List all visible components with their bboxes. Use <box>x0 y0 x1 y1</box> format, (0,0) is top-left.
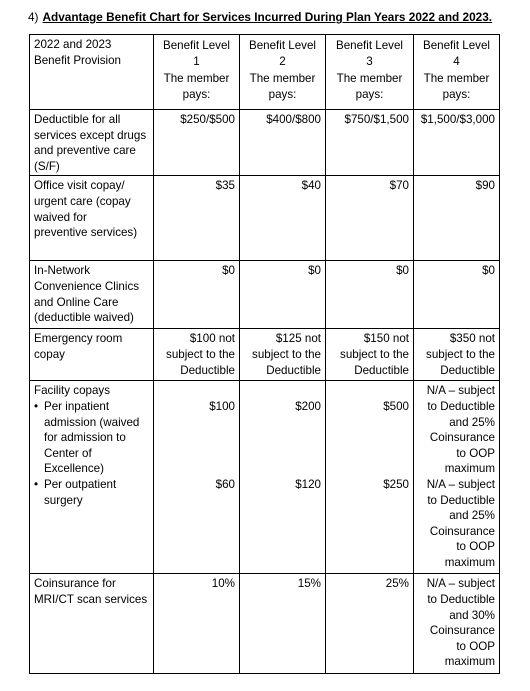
label-line: for admission to <box>44 431 126 445</box>
convenience-level-4: $0 <box>414 261 500 329</box>
label-line: (S/F) <box>34 159 60 173</box>
level-number: 1 <box>193 54 200 68</box>
facility-level-3 <box>326 381 414 574</box>
benefit-chart-table <box>29 34 500 674</box>
value-line: Deductible <box>180 363 235 377</box>
row-label-facility-copays <box>30 381 154 574</box>
label-line: and Online Care <box>34 295 119 309</box>
label-line: Emergency room <box>34 332 123 346</box>
level-number: 3 <box>366 54 373 68</box>
value-line: and 30% <box>449 608 495 622</box>
value-line: subject to the <box>252 347 321 361</box>
label-line: Deductible for all <box>34 113 121 126</box>
value-line: Coinsurance <box>429 624 495 638</box>
emergency-level-3 <box>326 329 414 381</box>
provision-header-line: 2022 and 2023 <box>34 38 112 51</box>
table-row-deductible <box>30 110 500 176</box>
level-label: Benefit Level <box>248 39 317 52</box>
level-label: Benefit Level <box>162 39 231 52</box>
member-pays-line: The member <box>336 72 403 86</box>
label-line: Per outpatient <box>44 477 117 491</box>
table-row-emergency-room <box>30 329 500 381</box>
emergency-level-1 <box>154 329 240 381</box>
coinsurance-level-1: 10% <box>154 574 240 674</box>
level-2-header <box>240 35 326 110</box>
provision-header-cell <box>30 35 154 110</box>
deductible-level-2: $400/$800 <box>240 110 326 176</box>
value-line: and 25% <box>449 415 495 429</box>
label-line: preventive services) <box>34 226 138 240</box>
table-header-row <box>30 35 500 110</box>
member-pays-line: pays: <box>268 87 297 101</box>
value-line: maximum <box>444 655 495 669</box>
label-line: Excellence) <box>44 462 104 476</box>
value-line: $350 not <box>449 332 495 346</box>
table-row-coinsurance <box>30 574 500 674</box>
level-4-header <box>414 35 500 110</box>
value-line: subject to the <box>340 347 409 361</box>
label-line: Center of <box>44 446 92 460</box>
inpatient-value: $200 <box>295 399 321 413</box>
office-level-3: $70 <box>326 176 414 261</box>
value-line: $150 not <box>363 332 409 346</box>
section-number: 4) <box>28 10 39 24</box>
office-level-1: $35 <box>154 176 240 261</box>
value-line: $100 not <box>189 332 235 346</box>
value-line: to OOP <box>456 446 495 460</box>
value-line: Coinsurance <box>429 431 495 445</box>
office-level-4: $90 <box>414 176 500 261</box>
deductible-level-3: $750/$1,500 <box>326 110 414 176</box>
table-row-office-visit <box>30 176 500 261</box>
facility-level-2 <box>240 381 326 574</box>
provision-header-line: Benefit Provision <box>34 53 121 67</box>
value-line: maximum <box>444 555 495 569</box>
row-label-office-visit <box>30 176 154 261</box>
emergency-level-4 <box>414 329 500 381</box>
convenience-level-3: $0 <box>326 261 414 329</box>
emergency-level-2 <box>240 329 326 381</box>
label-line: Facility copays <box>34 384 111 398</box>
inpatient-value: $500 <box>383 399 409 413</box>
row-label-convenience-clinics <box>30 261 154 329</box>
label-line: In-Network <box>34 264 91 278</box>
level-1-header <box>154 35 240 110</box>
value-line: maximum <box>444 462 495 476</box>
row-label-emergency-room <box>30 329 154 381</box>
label-line: admission (waived <box>44 415 140 429</box>
row-label-deductible <box>30 110 154 176</box>
label-line: copay <box>34 347 65 361</box>
value-line: to Deductible <box>427 493 495 507</box>
outpatient-label <box>44 477 149 508</box>
inpatient-value: $100 <box>209 399 235 413</box>
label-line: surgery <box>44 493 83 507</box>
label-line: waived for <box>34 210 87 224</box>
row-label-coinsurance <box>30 574 154 674</box>
value-line: Deductible <box>354 363 409 377</box>
label-line: MRI/CT scan services <box>34 592 148 606</box>
label-line: urgent care (copay <box>34 194 131 208</box>
label-line: and preventive care <box>34 144 136 158</box>
member-pays-line: pays: <box>355 87 384 101</box>
value-line: Deductible <box>266 363 321 377</box>
member-pays-line: The member <box>423 72 490 86</box>
facility-level-4 <box>414 381 500 574</box>
member-pays-line: pays: <box>442 87 471 101</box>
level-number: 2 <box>279 54 286 68</box>
member-pays-line: pays: <box>182 87 211 101</box>
level-3-header <box>326 35 414 110</box>
value-line: N/A – subject <box>426 577 495 591</box>
label-line: (deductible waived) <box>34 311 134 325</box>
label-line: Convenience Clinics <box>34 279 140 293</box>
convenience-level-2: $0 <box>240 261 326 329</box>
outpatient-value: $120 <box>295 477 321 491</box>
value-line: N/A – subject <box>426 384 495 398</box>
level-number: 4 <box>453 54 460 68</box>
inpatient-bullet-item <box>34 399 149 477</box>
inpatient-label <box>44 399 149 477</box>
table-row-convenience-clinics <box>30 261 500 329</box>
table-row-facility-copays <box>30 381 500 574</box>
value-line: $125 not <box>275 332 321 346</box>
value-line: Deductible <box>440 363 495 377</box>
page-title <box>28 10 492 26</box>
value-line: and 25% <box>449 509 495 523</box>
label-line: Coinsurance for <box>34 577 116 591</box>
office-level-2: $40 <box>240 176 326 261</box>
deductible-level-4: $1,500/$3,000 <box>414 110 500 176</box>
value-line: to Deductible <box>427 592 495 606</box>
outpatient-value: $250 <box>383 477 409 491</box>
bullet-icon: • <box>34 477 39 491</box>
label-line: Per inpatient <box>44 399 110 413</box>
title-text: Advantage Benefit Chart for Services Incurred During Plan Years 2022 and 2023. <box>42 10 493 24</box>
label-line: services except drugs <box>34 128 147 142</box>
convenience-level-1: $0 <box>154 261 240 329</box>
deductible-level-1: $250/$500 <box>154 110 240 176</box>
level-label: Benefit Level <box>335 39 404 52</box>
member-pays-line: The member <box>249 72 316 86</box>
value-line: to Deductible <box>427 399 495 413</box>
bullet-icon: • <box>34 399 39 413</box>
coinsurance-level-3: 25% <box>326 574 414 674</box>
value-line: to OOP <box>456 540 495 554</box>
outpatient-value: $60 <box>215 477 235 491</box>
value-line: Coinsurance <box>429 524 495 538</box>
level-label: Benefit Level <box>422 39 491 52</box>
value-line: subject to the <box>166 347 235 361</box>
outpatient-bullet-item <box>34 477 149 508</box>
coinsurance-level-2: 15% <box>240 574 326 674</box>
facility-level-1 <box>154 381 240 574</box>
member-pays-line: The member <box>163 72 230 86</box>
value-line: subject to the <box>426 347 495 361</box>
coinsurance-level-4 <box>414 574 500 674</box>
label-line: Office visit copay/ <box>34 179 125 193</box>
value-line: N/A – subject <box>426 477 495 491</box>
value-line: to OOP <box>456 639 495 653</box>
